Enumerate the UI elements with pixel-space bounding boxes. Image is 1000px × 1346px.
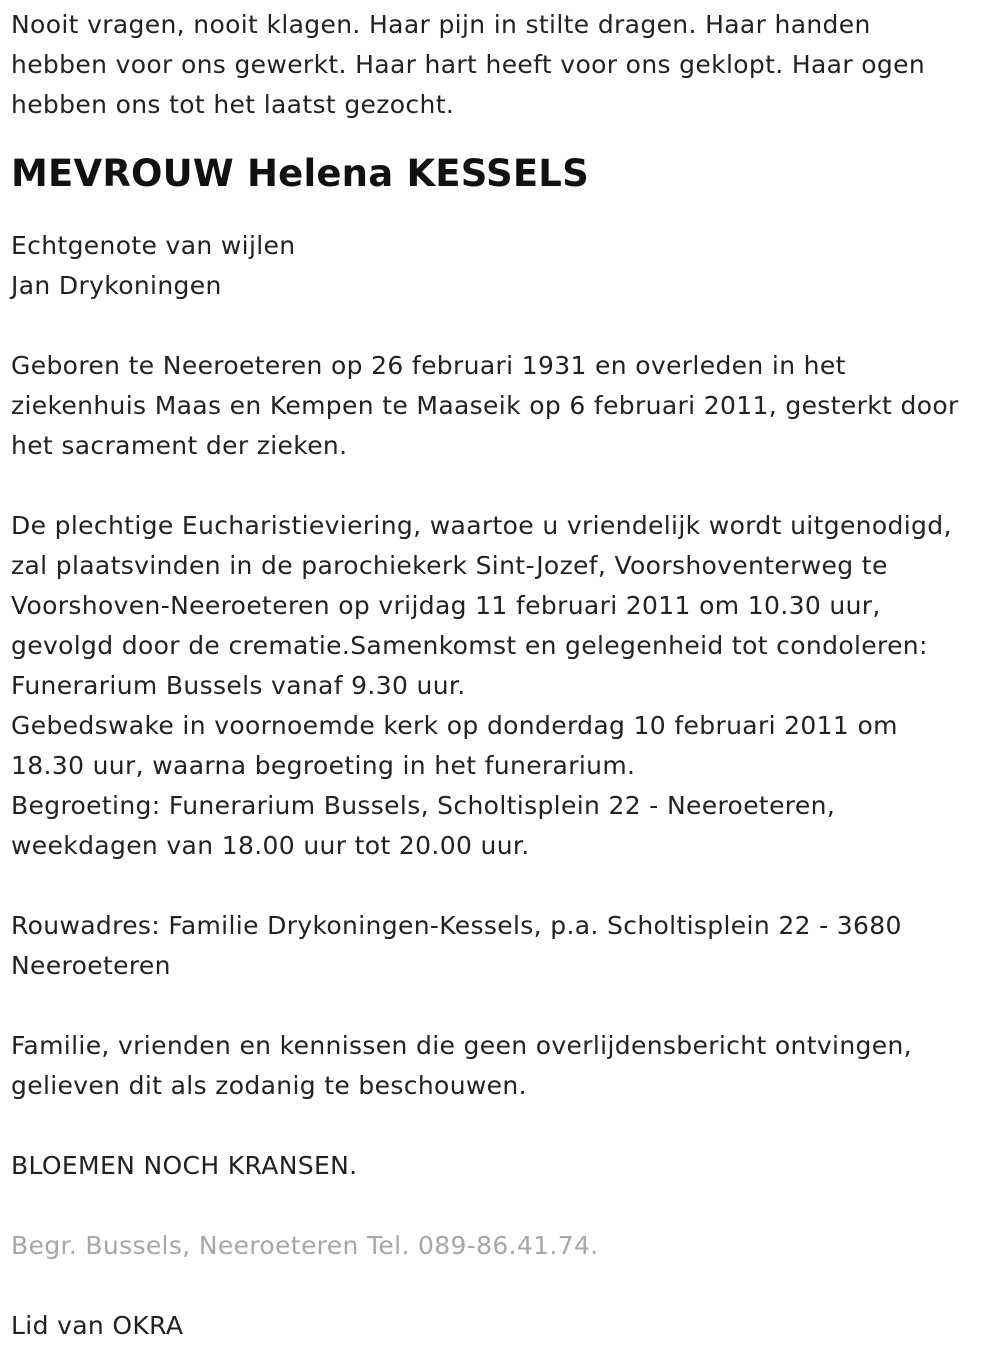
ceremony-line: De plechtige Eucharistieviering, waartoe u vriendelijk wordt uitgenodigd,	[11, 510, 952, 540]
notice-line: gelieven dit als zodanig te beschouwen.	[11, 1070, 527, 1100]
obituary-document	[11, 5, 995, 1346]
notice	[11, 1026, 995, 1106]
undertaker-info: Begr. Bussels, Neeroeteren Tel. 089-86.41.74.	[11, 1230, 599, 1260]
ceremony-line: Gebedswake in voornoemde kerk op donderdag 10 februari 2011 om	[11, 710, 898, 740]
birth-death-line: het sacrament der zieken.	[11, 430, 348, 460]
ceremony-line: Voorshoven-Neeroeteren op vrijdag 11 februari 2011 om 10.30 uur,	[11, 590, 881, 620]
poem-line: hebben voor ons gewerkt. Haar hart heeft voor ons geklopt. Haar ogen	[11, 50, 926, 79]
spacer	[11, 306, 995, 346]
ceremony-info	[11, 506, 995, 866]
deceased-name: MEVROUW Helena KESSELS	[11, 152, 589, 195]
address-line: Rouwadres: Familie Drykoningen-Kessels, p.a. Scholtisplein 22 - 3680	[11, 910, 902, 940]
spouse-line: Jan Drykoningen	[11, 270, 222, 300]
ceremony-line: zal plaatsvinden in de parochiekerk Sint-Jozef, Voorshoventerweg te	[11, 550, 888, 580]
spacer	[11, 1106, 995, 1146]
birth-death-line: Geboren te Neeroeteren op 26 februari 1931 en overleden in het	[11, 350, 846, 380]
poem-line: Nooit vragen, nooit klagen. Haar pijn in stilte dragen. Haar handen	[11, 10, 871, 39]
ceremony-line: 18.30 uur, waarna begroeting in het funerarium.	[11, 750, 636, 780]
spouse-line: Echtgenote van wijlen	[11, 230, 296, 260]
spouse-info	[11, 226, 995, 306]
ceremony-line: weekdagen van 18.00 uur tot 20.00 uur.	[11, 830, 530, 860]
membership: Lid van OKRA	[11, 1310, 184, 1340]
birth-death-line: ziekenhuis Maas en Kempen te Maaseik op 6 februari 2011, gesterkt door	[11, 390, 959, 420]
notice-line: Familie, vrienden en kennissen die geen overlijdensbericht ontvingen,	[11, 1030, 912, 1060]
spacer	[11, 866, 995, 906]
spacer	[11, 125, 995, 147]
spacer	[11, 986, 995, 1026]
flowers-notice: BLOEMEN NOCH KRANSEN.	[11, 1150, 358, 1180]
ceremony-line: gevolgd door de crematie.Samenkomst en gelegenheid tot condoleren:	[11, 630, 928, 660]
ceremony-line: Funerarium Bussels vanaf 9.30 uur.	[11, 670, 466, 700]
spacer	[11, 1186, 995, 1226]
spacer	[11, 1266, 995, 1306]
mourning-address	[11, 906, 995, 986]
birth-death-info	[11, 346, 995, 466]
poem	[11, 5, 995, 125]
ceremony-line: Begroeting: Funerarium Bussels, Scholtisplein 22 - Neeroeteren,	[11, 790, 836, 820]
address-line: Neeroeteren	[11, 950, 171, 980]
poem-line: hebben ons tot het laatst gezocht.	[11, 90, 455, 119]
spacer	[11, 466, 995, 506]
